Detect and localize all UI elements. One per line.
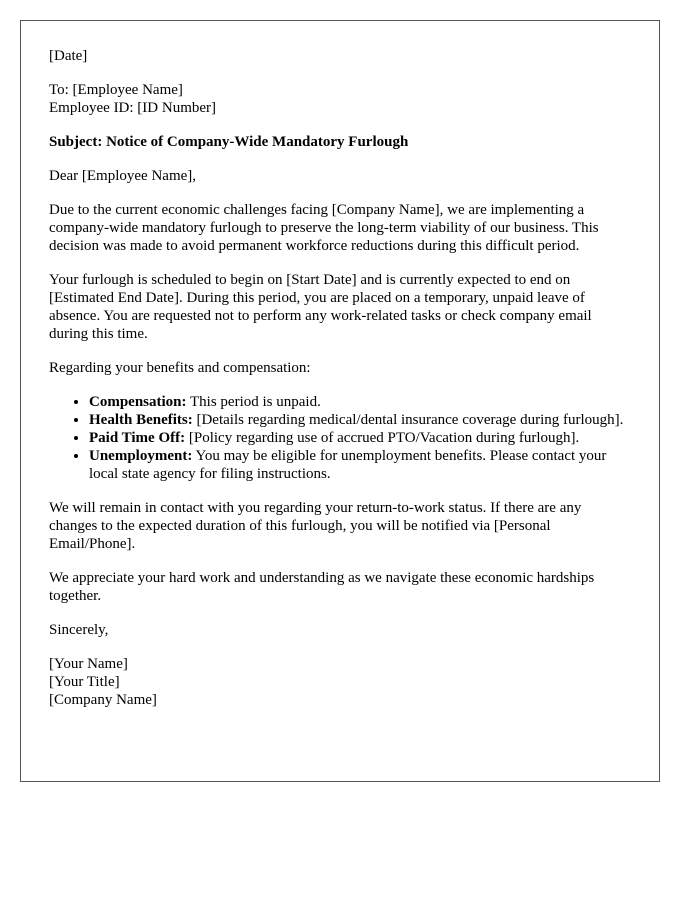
benefit-text: You may be eligible for unemployment benefits. Please contact your local state agency for filing instructions. [89, 448, 607, 482]
recipient-to: To: [Employee Name] [49, 82, 183, 98]
paragraph-benefits-intro: Regarding your benefits and compensation: [49, 360, 311, 376]
benefit-text: [Policy regarding use of accrued PTO/Vacation during furlough]. [185, 430, 580, 446]
letter-document [20, 20, 660, 782]
benefits-list [49, 393, 631, 483]
list-item [89, 393, 631, 411]
recipient-employee-id: Employee ID: [ID Number] [49, 100, 217, 116]
list-item [89, 411, 631, 429]
benefit-label: Unemployment: [89, 448, 193, 464]
signature-company: [Company Name] [49, 692, 157, 708]
salutation: Dear [Employee Name], [49, 168, 197, 184]
benefit-label: Compensation: [89, 394, 187, 410]
signature-block [49, 655, 631, 709]
benefit-text: This period is unpaid. [186, 394, 321, 410]
benefit-label: Paid Time Off: [89, 430, 186, 446]
signature-name: [Your Name] [49, 656, 128, 672]
paragraph-appreciation: We appreciate your hard work and understanding as we navigate these economic hardships together. [49, 570, 595, 604]
list-item [89, 429, 631, 447]
letter-subject: Subject: Notice of Company-Wide Mandatory Furlough [49, 134, 409, 150]
benefit-text: [Details regarding medical/dental insurance coverage during furlough]. [192, 412, 624, 428]
signature-title: [Your Title] [49, 674, 120, 690]
benefit-label: Health Benefits: [89, 412, 193, 428]
paragraph-contact: We will remain in contact with you regarding your return-to-work status. If there are any changes to the expected duration of this furlough, you will be notified via [Personal Email/Phone]. [49, 500, 582, 552]
signoff: Sincerely, [49, 622, 109, 638]
letter-date: [Date] [49, 48, 88, 64]
recipient-block [49, 81, 631, 117]
paragraph-intro: Due to the current economic challenges facing [Company Name], we are implementing a company-wide mandatory furlough to preserve the long-term viability of our business. This decision was made to avoid permanent workforce reductions during this difficult period. [49, 202, 599, 254]
list-item [89, 447, 631, 483]
paragraph-schedule: Your furlough is scheduled to begin on [Start Date] and is currently expected to end on [Estimated End Date]. During this period, you are placed on a temporary, unpaid leave of absence. You are requested not to perform any work-related tasks or check company email during this time. [49, 272, 592, 342]
